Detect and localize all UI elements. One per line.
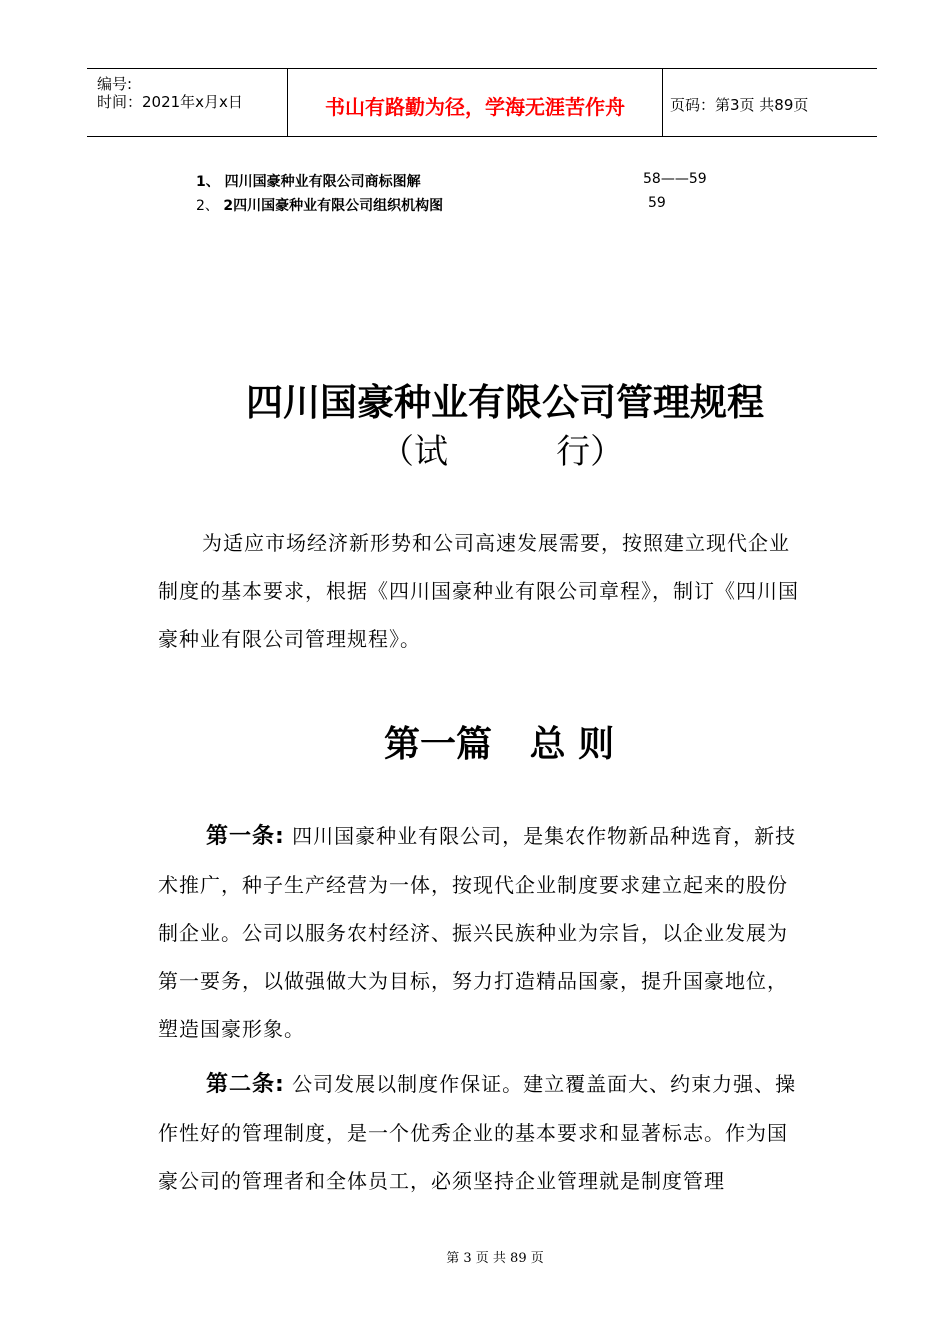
toc-entry-pages: 58——59 <box>643 171 707 187</box>
article-lead: 第一条: <box>206 824 285 849</box>
toc-entry-prefix: 2、 <box>196 198 219 214</box>
header-meta-cell <box>87 69 287 136</box>
toc-entry-text: 2四川国豪种业有限公司组织机构图 <box>223 198 444 214</box>
toc-entry-pages: 59 <box>648 195 666 211</box>
header-page-cell <box>662 69 877 136</box>
document-title: 四川国豪种业有限公司管理规程 <box>246 381 764 424</box>
page-footer: 第 3 页 共 89 页 <box>446 1251 544 1266</box>
article-text: 公司发展以制度作保证。建立覆盖面大、约束力强、操作性好的管理制度，是一个优秀企业的基本要求和显著标志。作为国豪公司的管理者和全体员工，必须坚持企业管理就是制度管理 <box>158 1072 797 1193</box>
time-text: 时间：2021年x月x日 <box>97 93 243 111</box>
article-paragraph <box>158 812 808 1053</box>
document-subtitle: （试 行） <box>380 432 625 472</box>
article-lead: 第二条: <box>206 1072 285 1097</box>
page-info: 页码：第3页 共89页 <box>670 96 809 114</box>
toc-entry-label: 1、 四川国豪种业有限公司商标图解 <box>196 174 421 190</box>
article-paragraph <box>158 1060 808 1205</box>
page-header <box>87 68 877 137</box>
serial-label: 编号: <box>97 75 133 93</box>
intro-paragraph: 为适应市场经济新形势和公司高速发展需要，按照建立现代企业制度的基本要求，根据《四川国豪种业有限公司章程》，制订《四川国豪种业有限公司管理规程》。 <box>158 531 799 651</box>
header-motto-cell <box>287 69 663 136</box>
toc-entry-label <box>196 195 443 215</box>
article-text: 四川国豪种业有限公司，是集农作物新品种选育，新技术推广，种子生产经营为一体，按现代企业制度要求建立起来的股份制企业。公司以服务农村经济、振兴民族种业为宗旨，以企业发展为第一要务，以做强做大为目标，努力打造精品国豪，提升国豪地位，塑造国豪形象。 <box>158 824 797 1041</box>
motto: 书山有路勤为径，学海无涯苦作舟 <box>325 95 625 119</box>
section-title: 第一篇 总 则 <box>384 724 615 765</box>
